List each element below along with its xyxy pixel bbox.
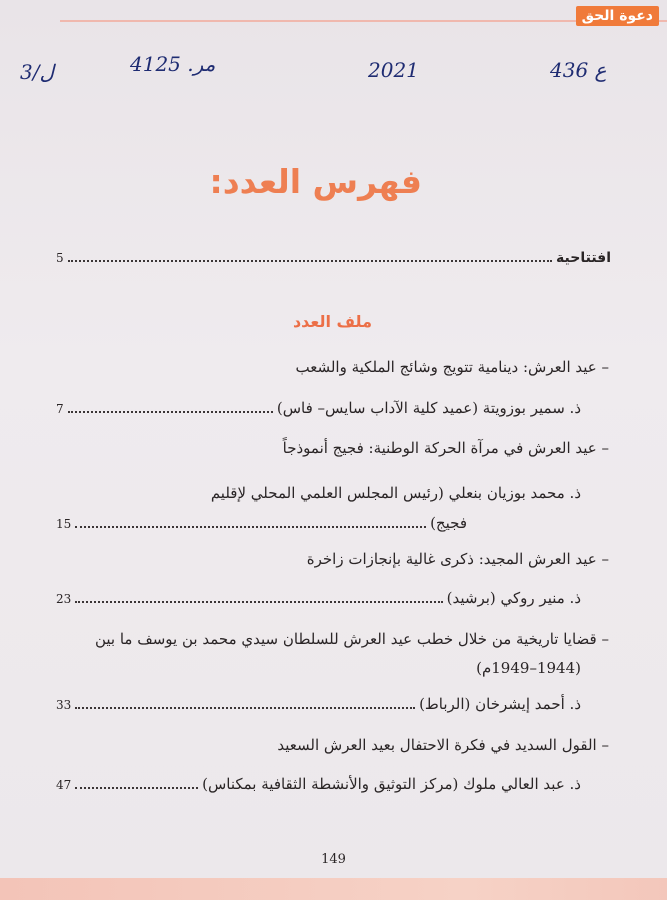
- toc-entry-author: ذ. عبد العالي ملوك (مركز التوثيق والأنشطة الثقافية بمكناس): [202, 775, 581, 793]
- toc-entry-title: – قضايا تاريخية من خلال خطب عيد العرش للسلطان سيدي محمد بن يوسف ما بين: [94, 630, 609, 648]
- toc-entry-author-line[interactable]: [56, 511, 467, 535]
- toc-entry-author-line[interactable]: [56, 692, 581, 716]
- toc-page-number: 7: [56, 402, 64, 416]
- toc-opening[interactable]: [56, 246, 611, 270]
- leader-dots: [75, 512, 426, 528]
- toc-entry-author: ذ. أحمد إيشرخان (الرباط): [419, 695, 581, 713]
- toc-page-number: 23: [56, 592, 72, 606]
- toc-entry-title: – القول السديد في فكرة الاحتفال بعيد العرش السعيد: [277, 736, 609, 754]
- leader-dots: [75, 693, 415, 709]
- handwritten-note-1: 3/ل: [20, 60, 54, 84]
- toc-page-number: 47: [56, 778, 72, 792]
- toc-entry-author-line[interactable]: [56, 772, 581, 796]
- footer-band: [0, 878, 667, 900]
- toc-entry-author-line[interactable]: [56, 396, 581, 420]
- handwritten-note-4: 436 ع: [550, 58, 607, 82]
- section-heading: ملف العدد: [292, 312, 372, 331]
- leader-dots: [75, 587, 442, 603]
- toc-entry-title: – عيد العرش في مرآة الحركة الوطنية: فجيج أنموذجاً: [282, 439, 609, 457]
- toc-entry-author-line[interactable]: [56, 586, 581, 610]
- magazine-logo: دعوة الحق: [576, 6, 659, 26]
- leader-dots: [68, 246, 552, 262]
- handwritten-note-2: مر. 4125: [130, 52, 216, 76]
- toc-page-number: 15: [56, 517, 72, 531]
- toc-entry-title: – عيد العرش المجيد: ذكرى غالية بإنجازات زاخرة: [306, 550, 609, 568]
- toc-entry-title-cont: (1944–1949م): [476, 659, 581, 677]
- handwritten-note-3: 2021: [368, 58, 419, 82]
- leader-dots: [68, 397, 273, 413]
- page-title: فهرس العدد:: [209, 162, 422, 201]
- toc-entry-author: ذ. محمد بوزيان بنعلي (رئيس المجلس العلمي المحلي لإقليم: [210, 484, 581, 502]
- page-number: 149: [321, 852, 346, 867]
- toc-page-number: 5: [56, 251, 64, 265]
- toc-opening-label: افتتاحية: [556, 250, 611, 266]
- leader-dots: [75, 773, 198, 789]
- toc-entry-author: ذ. سمير بوزويتة (عميد كلية الآداب سايس– فاس): [276, 399, 581, 417]
- toc-entry-author: ذ. منير روكي (برشيد): [446, 589, 581, 607]
- toc-page-number: 33: [56, 698, 72, 712]
- toc-entry-title: – عيد العرش: دينامية تتويج وشائج الملكية والشعب: [295, 358, 609, 376]
- toc-entry-author-cont: فجيج): [430, 514, 467, 532]
